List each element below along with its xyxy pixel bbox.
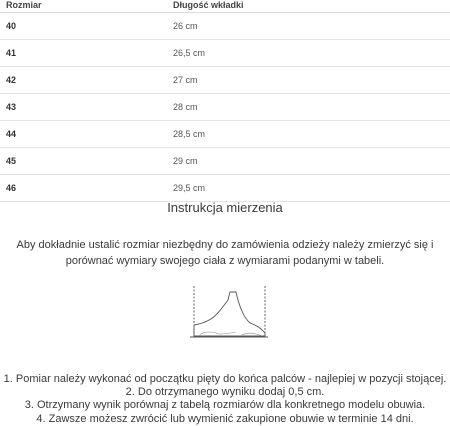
size-table (0, 0, 450, 202)
length-cell: 28 cm (173, 94, 450, 121)
size-cell: 41 (0, 40, 173, 67)
length-cell: 29 cm (173, 148, 450, 175)
table-row (0, 40, 450, 67)
size-cell: 43 (0, 94, 173, 121)
step-item: 2. Do otrzymanego wyniku dodaj 0,5 cm. (125, 386, 325, 399)
size-cell: 42 (0, 67, 173, 94)
intro-line: Aby dokładnie ustalić rozmiar niezbędny do zamówienia odzieży należy zmierzyć się i (16, 239, 434, 251)
step-item: 4. Zawsze możesz zwrócić lub wymienić zakupione obuwie w terminie 14 dni. (36, 412, 414, 425)
size-cell: 44 (0, 121, 173, 148)
table-row (0, 121, 450, 148)
table-row (0, 175, 450, 202)
section-title: Instrukcja mierzenia (167, 200, 283, 215)
header-insole-length: Długość wkładki (173, 0, 450, 13)
length-cell: 29,5 cm (173, 175, 450, 202)
table-row (0, 67, 450, 94)
intro-line: porównać wymiary swojego ciała z wymiarami podanymi w tabeli. (65, 255, 385, 267)
length-cell: 27 cm (173, 67, 450, 94)
table-row (0, 13, 450, 40)
step-item: 3. Otrzymany wynik porównaj z tabelą rozmiarów dla konkretnego modelu obuwia. (24, 399, 426, 412)
measurement-steps (0, 373, 450, 426)
foot-measurement-icon (186, 284, 268, 344)
table-header-row (0, 0, 450, 13)
length-cell: 26,5 cm (173, 40, 450, 67)
length-cell: 28,5 cm (173, 121, 450, 148)
size-cell: 46 (0, 175, 173, 202)
table-row (0, 94, 450, 121)
header-size: Rozmiar (0, 0, 173, 13)
table-row (0, 148, 450, 175)
intro-text (10, 237, 440, 269)
length-cell: 26 cm (173, 13, 450, 40)
step-item: 1. Pomiar należy wykonać od początku pięty do końca palców - najlepiej w pozycji stojącej. (3, 373, 447, 385)
size-cell: 45 (0, 148, 173, 175)
size-cell: 40 (0, 13, 173, 40)
